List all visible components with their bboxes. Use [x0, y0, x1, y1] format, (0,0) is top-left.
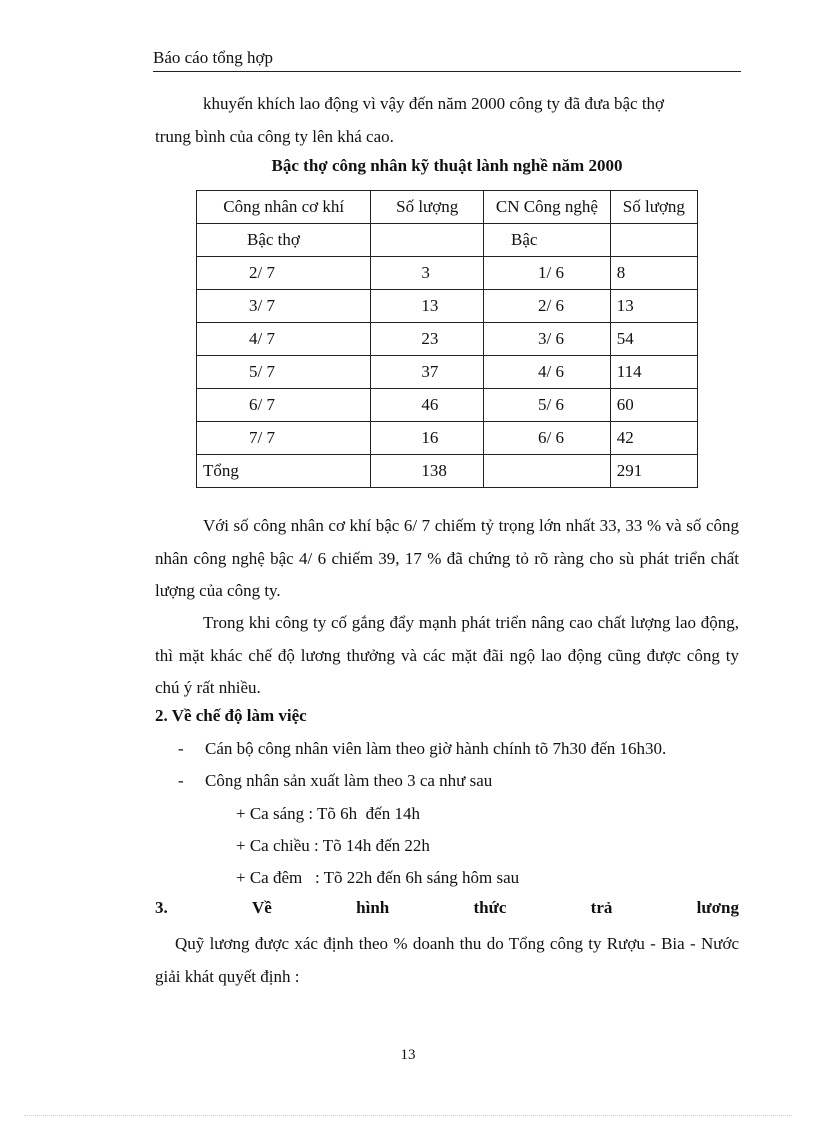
paragraph-4: Quỹ lương được xác định theo % doanh thu do Tổng công ty Rượu - Bia - Nước giải khát quyết định :	[155, 934, 739, 986]
heading-word: trả	[590, 898, 613, 917]
table-total-row	[197, 455, 698, 488]
paragraph-2: Với số công nhân cơ khí bậc 6/ 7 chiếm tỷ trọng lớn nhất 33, 33 % và số công nhân công nghệ bậc 4/ 6 chiếm 39, 17 % đã chứng tỏ rõ ràng cho sù phát triển chất lượng của công ty.	[155, 516, 739, 600]
table-cell: 2/ 7	[197, 257, 371, 290]
table-row	[197, 389, 698, 422]
table-cell: 16	[371, 422, 484, 455]
table-title: Bậc thợ công nhân kỹ thuật lành nghề năm 2000	[271, 156, 623, 175]
header-cell: Số lượng	[610, 191, 697, 224]
table-cell: 1/ 6	[483, 257, 610, 290]
table-cell: 6/ 6	[483, 422, 610, 455]
shift-morning: + Ca sáng : Tõ 6h đến 14h	[236, 804, 420, 823]
bullet-text: Cán bộ công nhân viên làm theo giờ hành chính tõ 7h30 đến 16h30.	[205, 739, 667, 758]
section-3-heading	[155, 898, 739, 918]
heading-word: thức	[473, 898, 507, 917]
table-cell: 4/ 7	[197, 323, 371, 356]
table-cell: 13	[371, 290, 484, 323]
table-cell: 54	[610, 323, 697, 356]
header-cell: Công nhân cơ khí	[197, 191, 371, 224]
table-row	[197, 422, 698, 455]
table-cell: 8	[610, 257, 697, 290]
bullet-marker: -	[178, 739, 184, 758]
total-cell: 138	[371, 455, 484, 488]
table-cell: 42	[610, 422, 697, 455]
paragraph-1-line-1: khuyến khích lao động vì vậy đến năm 2000 công ty đã đưa bậc thợ	[203, 94, 665, 113]
table-cell: 60	[610, 389, 697, 422]
table-cell: 3/ 7	[197, 290, 371, 323]
table-row	[197, 257, 698, 290]
table-cell: 114	[610, 356, 697, 389]
table-cell: 3/ 6	[483, 323, 610, 356]
bullet-item	[178, 739, 666, 759]
page-bottom-divider	[24, 1115, 792, 1116]
bullet-marker: -	[178, 771, 184, 790]
table-cell: 7/ 7	[197, 422, 371, 455]
heading-word: lương	[696, 898, 739, 917]
table-row	[197, 290, 698, 323]
subheader-cell: Bậc	[483, 224, 610, 257]
header-cell: CN Công nghệ	[483, 191, 610, 224]
page-number: 13	[400, 1047, 416, 1063]
table-cell: 6/ 7	[197, 389, 371, 422]
subheader-cell: Bậc thợ	[197, 224, 371, 257]
page-header: Báo cáo tổng hợp	[153, 48, 741, 72]
heading-word: Về	[252, 898, 272, 917]
total-cell	[483, 455, 610, 488]
subheader-cell	[371, 224, 484, 257]
table-cell: 37	[371, 356, 484, 389]
table-cell: 23	[371, 323, 484, 356]
total-label: Tổng	[197, 455, 371, 488]
table-cell: 46	[371, 389, 484, 422]
heading-word: 3.	[155, 898, 168, 917]
bullet-text: Công nhân sản xuất làm theo 3 ca như sau	[205, 771, 493, 790]
heading-word: hình	[356, 898, 390, 917]
total-cell: 291	[610, 455, 697, 488]
shift-afternoon: + Ca chiều : Tõ 14h đến 22h	[236, 836, 430, 855]
paragraph-3: Trong khi công ty cố gắng đẩy mạnh phát triển nâng cao chất lượng lao động, thì mặt khác chế độ lương thưởng và các mặt đãi ngộ lao động cũng được công ty chú ý rất nhiều.	[155, 613, 739, 697]
table-subheader-row	[197, 224, 698, 257]
section-2-heading: 2. Về chế độ làm việc	[155, 706, 307, 725]
table-cell: 13	[610, 290, 697, 323]
header-cell: Số lượng	[371, 191, 484, 224]
subheader-cell	[610, 224, 697, 257]
table-cell: 3	[371, 257, 484, 290]
bullet-item	[178, 771, 492, 791]
paragraph-1	[155, 88, 739, 153]
table-header-row	[197, 191, 698, 224]
table-row	[197, 356, 698, 389]
paragraph-1-line-2: trung bình của công ty lên khá cao.	[155, 126, 394, 146]
table-cell: 5/ 7	[197, 356, 371, 389]
shift-night: + Ca đêm : Tõ 22h đến 6h sáng hôm sau	[236, 868, 520, 887]
table-row	[197, 323, 698, 356]
skill-level-table	[196, 190, 698, 488]
table-cell: 4/ 6	[483, 356, 610, 389]
table-cell: 5/ 6	[483, 389, 610, 422]
table-cell: 2/ 6	[483, 290, 610, 323]
